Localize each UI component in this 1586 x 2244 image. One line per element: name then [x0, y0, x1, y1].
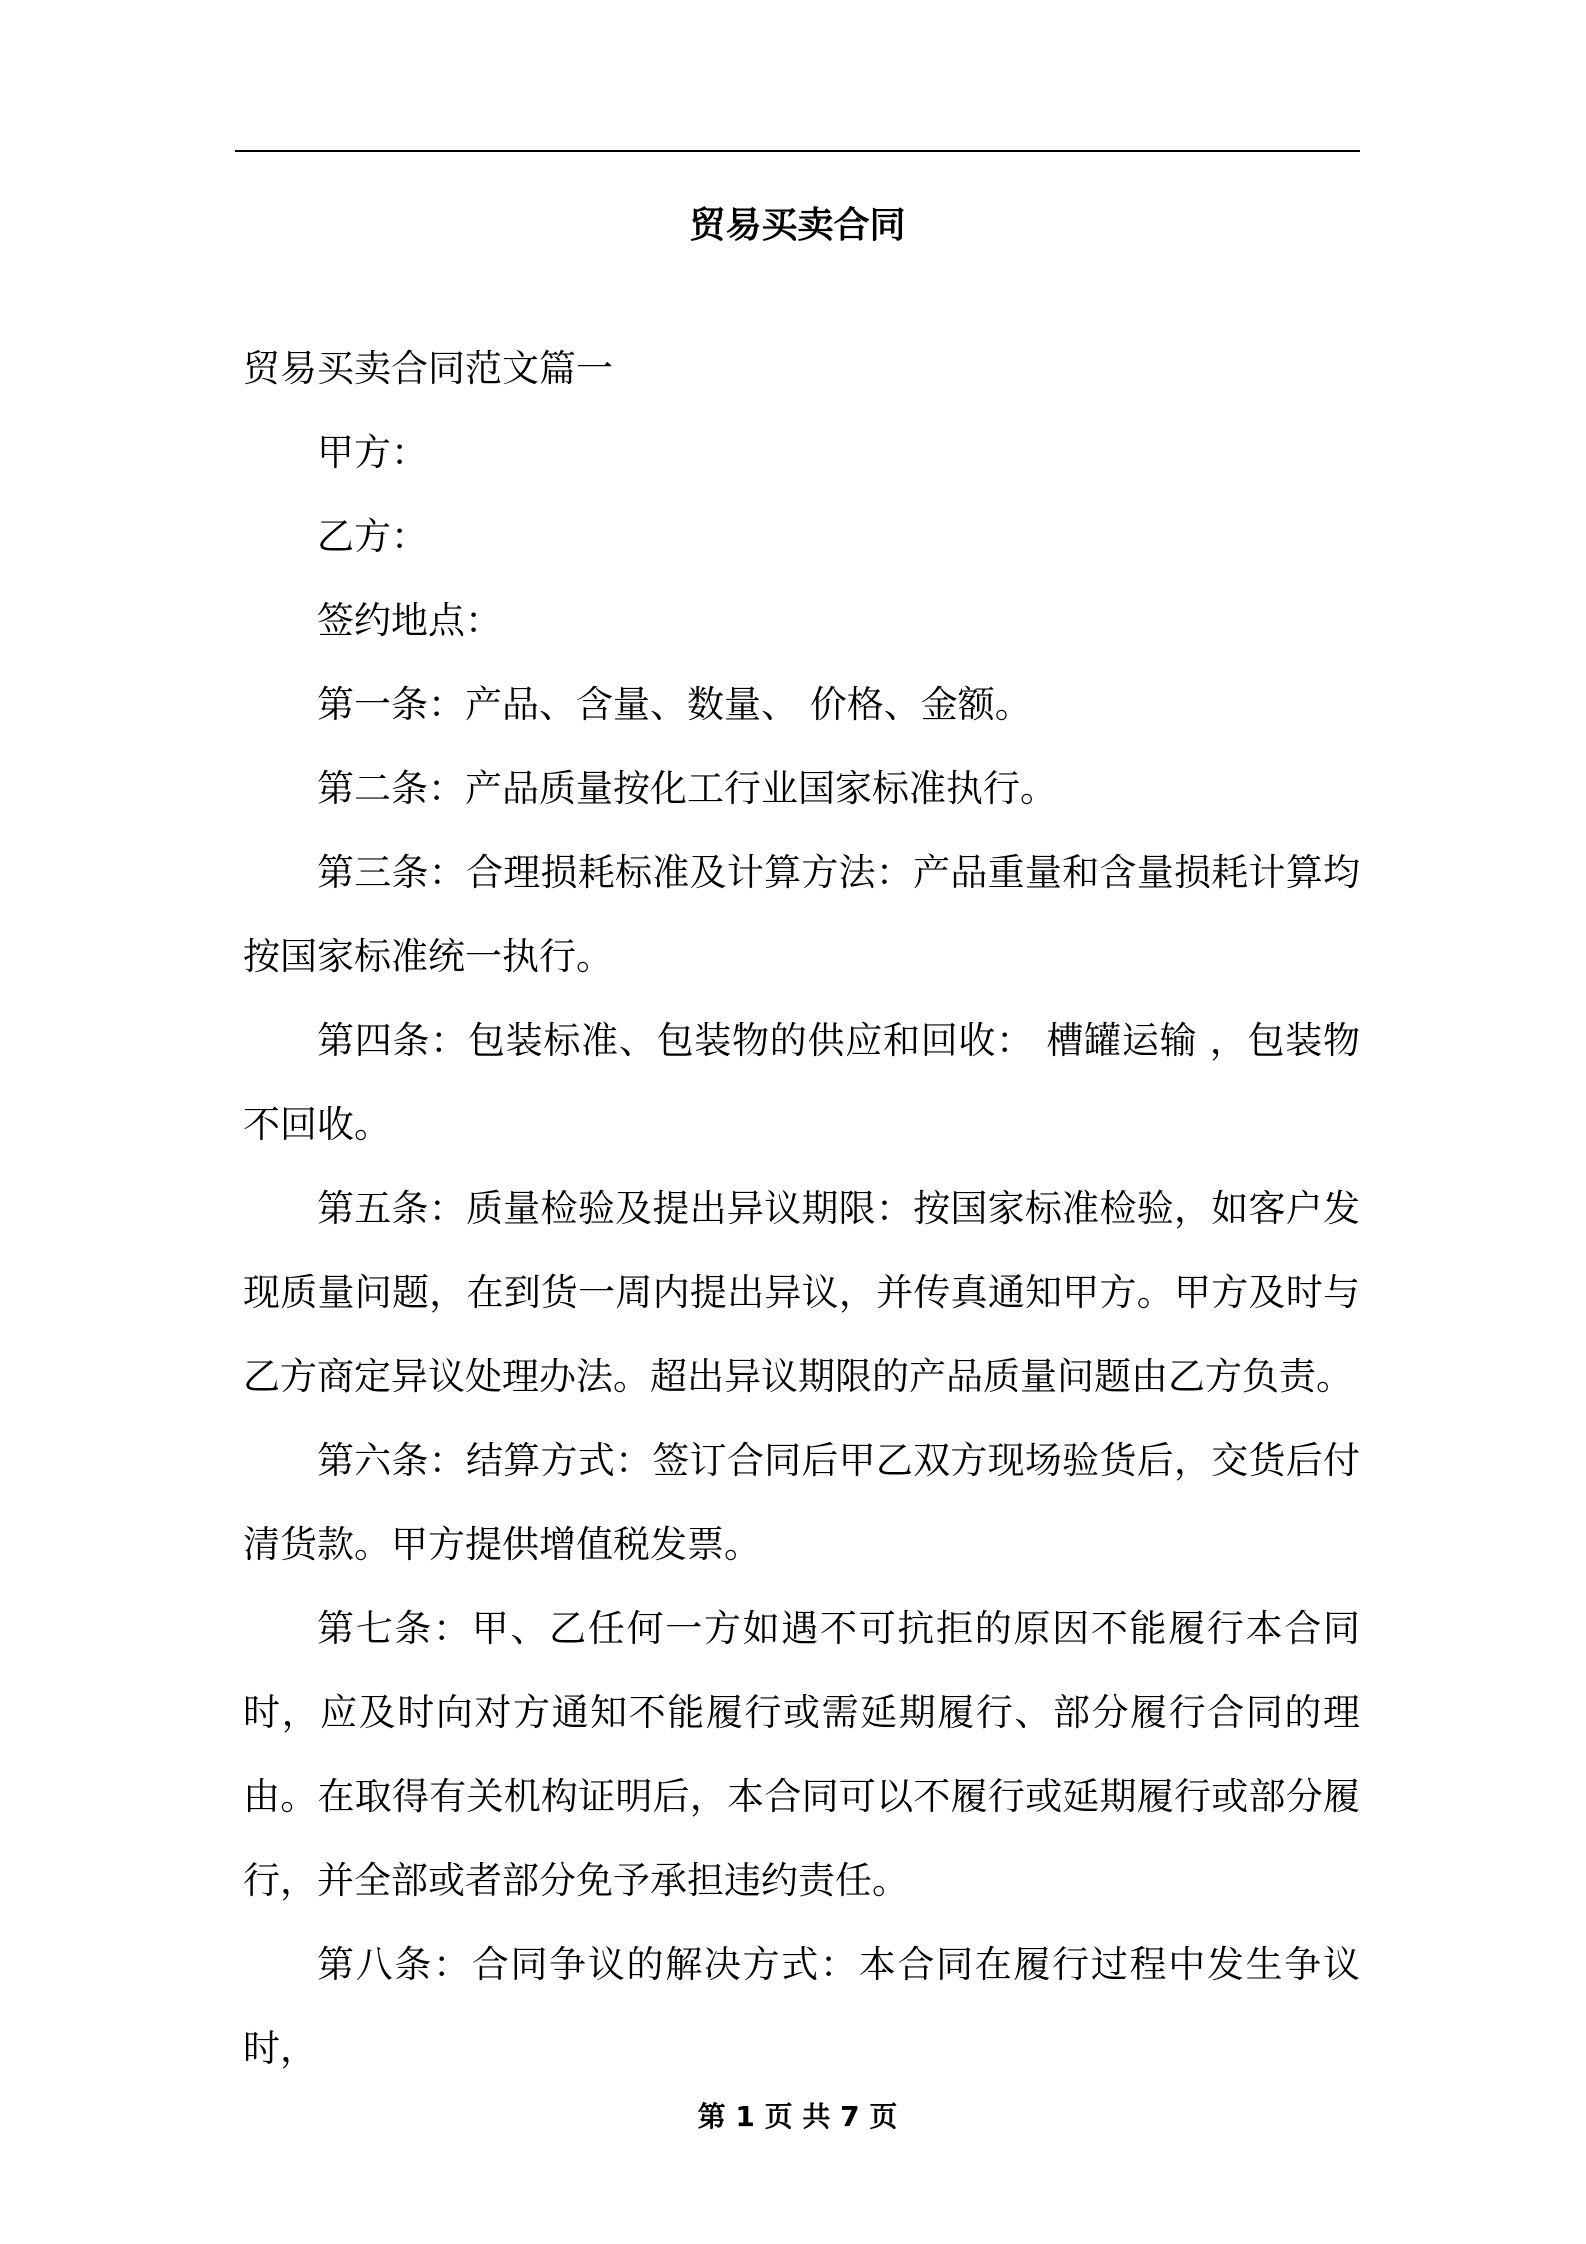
article-7: 第七条：甲、乙任何一方如遇不可抗拒的原因不能履行本合同时，应及时向对方通知不能履行或需延期履行、部分履行合同的理由。在取得有关机构证明后，本合同可以不履行或延期履行或部分履行，并全部或者部分免予承担违约责任。: [243, 1607, 1360, 1902]
article-6: 第六条：结算方式：签订合同后甲乙双方现场验货后，交货后付清货款。甲方提供增值税发票。: [243, 1439, 1360, 1566]
page-number-footer: 第 1 页 共 7 页: [697, 2100, 898, 2133]
document-body: [243, 327, 1360, 2091]
signing-location-field: 签约地点：: [317, 599, 502, 642]
article-3: 第三条：合理损耗标准及计算方法：产品重量和含量损耗计算均按国家标准统一执行。: [243, 851, 1360, 978]
article-5: 第五条：质量检验及提出异议期限：按国家标准检验，如客户发现质量问题，在到货一周内提出异议，并传真通知甲方。甲方及时与乙方商定异议处理办法。超出异议期限的产品质量问题由乙方负责。: [243, 1187, 1360, 1398]
party-a-field: 甲方：: [317, 431, 428, 474]
section-heading: 贸易买卖合同范文篇一: [243, 347, 613, 390]
article-1: 第一条：产品、含量、数量、 价格、金额。: [317, 683, 1032, 726]
document-title: 贸易买卖合同: [689, 205, 906, 246]
article-2: 第二条：产品质量按化工行业国家标准执行。: [317, 767, 1057, 810]
party-b-field: 乙方：: [317, 515, 428, 558]
article-8: 第八条：合同争议的解决方式：本合同在履行过程中发生争议时，: [243, 1943, 1360, 2070]
header-rule: [235, 150, 1360, 152]
article-4: 第四条：包装标准、包装物的供应和回收： 槽罐运输 ，包装物不回收。: [243, 1019, 1360, 1146]
